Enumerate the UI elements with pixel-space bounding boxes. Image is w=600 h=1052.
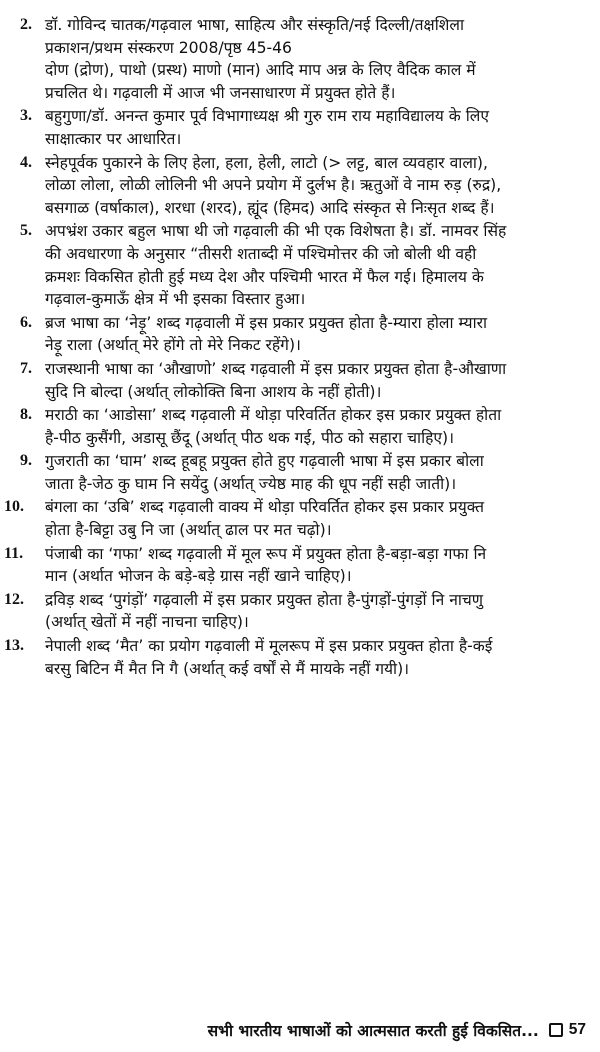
footnote-item bbox=[0, 589, 600, 634]
footnote-number: 7. bbox=[20, 359, 32, 377]
footnote-item bbox=[0, 105, 600, 150]
footnote-text-line: गढ़वाल-कुमाऊँ क्षेत्र में भी इसका विस्तार हुआ। bbox=[45, 290, 306, 309]
footnote-text-line: साक्षात्कार पर आधारित। bbox=[45, 129, 182, 148]
footnote-item bbox=[0, 358, 600, 403]
footnote-number: 3. bbox=[20, 107, 32, 125]
footnote-text-line: नेपाली शब्द ‘मैत’ का प्रयोग गढ़वाली में मूलरूप में इस प्रकार प्रयुक्त होता है-कई bbox=[45, 637, 493, 656]
footnote-text-line: डॉ. गोविन्द चातक/गढ़वाल भाषा, साहित्य और संस्कृति/नई दिल्ली/तक्षशिला bbox=[45, 16, 464, 34]
footnote-text-line: स्नेहपूर्वक पुकारने के लिए हेला, हला, हेली, लाटो (> लट्ट, बाल व्यवहार वाला), bbox=[45, 153, 488, 172]
page-number: 57 bbox=[568, 1021, 586, 1038]
footnote-number: 5. bbox=[20, 222, 32, 240]
footnote-text-line: मान (अर्थात भोजन के बड़े-बड़े ग्रास नहीं खाने चाहिए)। bbox=[45, 567, 352, 586]
footnote-text-line: द्रविड़ शब्द ‘पुगंड़ों’ गढ़वाली में इस प्रकार प्रयुक्त होता है-पुंगड़ों-पुंगड़ों नि नाचणु bbox=[45, 590, 484, 609]
footnote-number: 6. bbox=[20, 313, 32, 331]
footnote-item bbox=[0, 635, 600, 680]
footnote-text-line: बहुगुणा/डॉ. अनन्त कुमार पूर्व विभागाध्यक्ष श्री गुरु राम राय महाविद्यालय के लिए bbox=[45, 107, 489, 126]
footnote-number: 4. bbox=[20, 153, 32, 171]
notes-list bbox=[0, 14, 600, 681]
footnote-text-line: की अवधारणा के अनुसार “तीसरी शताब्दी में पश्चिमोत्तर की जो बोली थी वही bbox=[45, 244, 477, 263]
footnote-item bbox=[0, 14, 600, 104]
page-footer bbox=[208, 1019, 586, 1041]
footnote-text-line: क्रमशः विकसित होती हुई मध्य देश और पश्चिमी भारत में फैल गई। हिमालय के bbox=[45, 267, 484, 286]
running-title: सभी भारतीय भाषाओं को आत्मसात करती हुई विकसित... bbox=[207, 1022, 539, 1040]
footnote-text-line: जाता है-जेठ कु घाम नि सयेंदु (अर्थात् ज्येष्ठ माह की धूप नहीं सही जाती)। bbox=[45, 474, 457, 493]
footnote-number: 9. bbox=[20, 452, 32, 470]
footnote-item bbox=[0, 496, 600, 541]
footnote-item bbox=[0, 220, 600, 310]
square-box-icon bbox=[549, 1023, 563, 1037]
footnote-text-line: है-पीठ कुसैंगी, अडासू छैंदू (अर्थात् पीठ थक गई, पीठ को सहारा चाहिए)। bbox=[45, 428, 455, 447]
footnote-number: 11. bbox=[4, 544, 24, 562]
footnote-text-line: दोण (द्रोण), पाथो (प्रस्थ) माणो (मान) आदि माप अन्न के लिए वैदिक काल में bbox=[45, 61, 476, 80]
footnote-text-line: होता है-बिट्टा उबु नि जा (अर्थात् ढाल पर मत चढ़ो)। bbox=[45, 521, 332, 540]
footnote-item bbox=[0, 312, 600, 357]
footnote-text-line: बसगाळ (वर्षाकाल), शरधा (शरद), ह्यूंद (हिमद) आदि संस्कृत से निःसृत शब्द हैं। bbox=[45, 198, 495, 217]
footnote-text-line: बरसु बिटिन मैं मैत नि गै (अर्थात् कई वर्षों से मैं मायके नहीं गयी)। bbox=[45, 659, 410, 678]
footnote-text-line: ब्रज भाषा का ‘नेड़ू’ शब्द गढ़वाली में इस प्रकार प्रयुक्त होता है-म्यारा होला म्यारा bbox=[45, 313, 488, 332]
footnote-text-line: (अर्थात् खेतों में नहीं नाचना चाहिए)। bbox=[45, 613, 249, 632]
footnote-item bbox=[0, 450, 600, 495]
footnote-item bbox=[0, 152, 600, 220]
footnote-text-line: नेड़ू राला (अर्थात् मेरे होंगे तो मेरे निकट रहेंगे)। bbox=[45, 336, 301, 355]
footnote-text-line: गुजराती का ‘घाम’ शब्द हूबहू प्रयुक्त होते हुए गढ़वाली भाषा में इस प्रकार बोला bbox=[45, 452, 484, 471]
footnote-item bbox=[0, 543, 600, 588]
footnote-text-line: अपभ्रंश उकार बहुल भाषा थी जो गढ़वाली की भी एक विशेषता है। डॉ. नामवर सिंह bbox=[45, 222, 507, 241]
footnote-item bbox=[0, 404, 600, 449]
footnote-number: 8. bbox=[20, 406, 32, 424]
footnote-text-line: लोळा लोला, लोळी लोलिनी भी अपने प्रयोग में दुर्लभ है। ऋतुओं वे नाम रुड़ (रुद्र), bbox=[45, 176, 502, 195]
footnote-text-line: राजस्थानी भाषा का ‘औखाणो’ शब्द गढ़वाली में इस प्रकार प्रयुक्त होता है-औखाणा bbox=[45, 359, 507, 378]
footnote-text-line: प्रकाशन/प्रथम संस्करण 2008/पृष्ठ 45-46 bbox=[45, 38, 292, 57]
footnote-number: 12. bbox=[4, 590, 24, 608]
footnote-text-line: बंगला का ‘उबि’ शब्द गढ़वाली वाक्य में थोड़ा परिवर्तित होकर इस प्रकार प्रयुक्त bbox=[45, 498, 485, 517]
footnote-number: 2. bbox=[20, 16, 32, 33]
footnote-text-line: मराठी का ‘आडोसा’ शब्द गढ़वाली में थोड़ा परिवर्तित होकर इस प्रकार प्रयुक्त होता bbox=[45, 406, 502, 425]
footnote-number: 13. bbox=[4, 637, 24, 655]
footnote-text-line: पंजाबी का ‘गफा’ शब्द गढ़वाली में मूल रूप में प्रयुक्त होता है-बड़ा-बड़ा गफा नि bbox=[45, 544, 487, 563]
footnote-text-line: सुदि नि बोल्दा (अर्थात् लोकोक्ति बिना आशय के नहीं होती)। bbox=[45, 382, 382, 401]
footnote-text-line: प्रचलित थे। गढ़वाली में आज भी जनसाधारण में प्रयुक्त होते हैं। bbox=[45, 83, 396, 102]
footnote-number: 10. bbox=[4, 498, 24, 516]
